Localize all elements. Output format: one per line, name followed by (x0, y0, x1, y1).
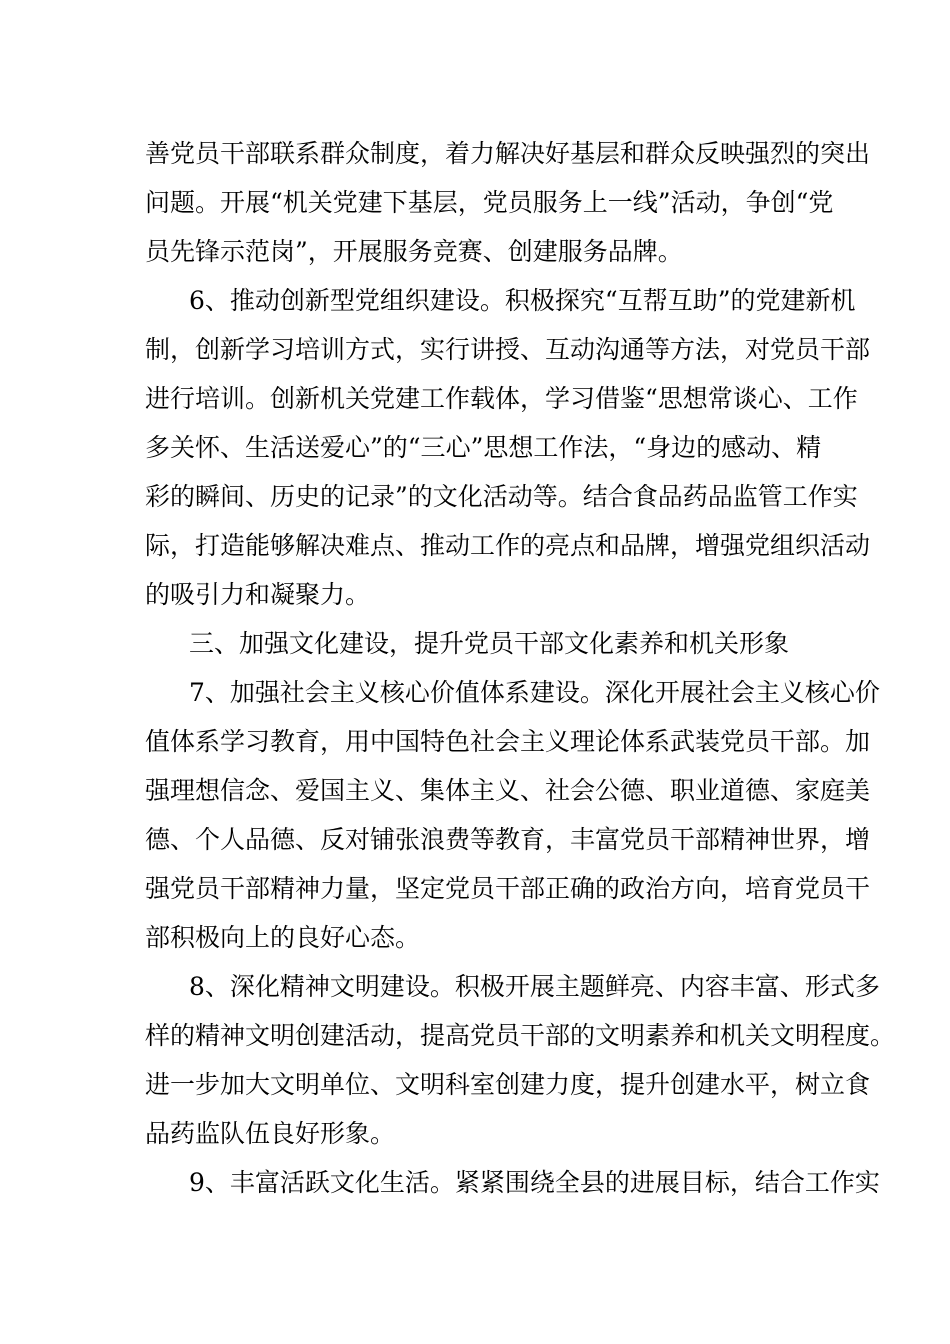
text-line: 9、丰富活跃文化生活。紧紧围绕全县的进展目标，结合工作实 (189, 1168, 880, 1197)
section-heading: 三、加强文化建设，提升党员干部文化素养和机关形象 (189, 629, 790, 658)
text-line: 进一步加大文明单位、文明科室创建力度，提升创建水平，树立食 (145, 1070, 871, 1099)
text-line: 7、加强社会主义核心价值体系建设。深化开展社会主义核心价 (189, 678, 880, 707)
text-line: 员先锋示范岗”，开展服务竞赛、创建服务品牌。 (145, 237, 683, 266)
text-line: 际，打造能够解决难点、推动工作的亮点和品牌，增强党组织活动 (145, 531, 871, 560)
text-line: 8、深化精神文明建设。积极开展主题鲜亮、内容丰富、形式多 (189, 972, 880, 1001)
text-line: 值体系学习教育，用中国特色社会主义理论体系武装党员干部。加 (145, 727, 871, 756)
text-line: 品药监队伍良好形象。 (145, 1119, 396, 1148)
text-line: 德、个人品德、反对铺张浪费等教育，丰富党员干部精神世界，增 (145, 825, 871, 854)
text-line: 6、推动创新型党组织建设。积极探究“互帮互助”的党建新机 (189, 286, 856, 315)
text-line: 制，创新学习培训方式，实行讲授、互动沟通等方法，对党员干部 (145, 335, 871, 364)
text-line: 多关怀、生活送爱心”的“三心”思想工作法，“身边的感动、精 (145, 433, 822, 462)
text-line: 强党员干部精神力量，坚定党员干部正确的政治方向，培育党员干 (145, 874, 871, 903)
text-line: 问题。开展“机关党建下基层，党员服务上一线”活动，争创“党 (145, 188, 834, 217)
text-line: 强理想信念、爱国主义、集体主义、社会公德、职业道德、家庭美 (145, 776, 871, 805)
text-line: 样的精神文明创建活动，提高党员干部的文明素养和机关文明程度。 (145, 1021, 896, 1050)
text-line: 进行培训。创新机关党建工作载体，学习借鉴“思想常谈心、工作 (145, 384, 858, 413)
text-line: 善党员干部联系群众制度，着力解决好基层和群众反映强烈的突出 (145, 139, 871, 168)
text-line: 部积极向上的良好心态。 (145, 923, 421, 952)
text-line: 彩的瞬间、历史的记录”的文化活动等。结合食品药品监管工作实 (145, 482, 858, 511)
text-line: 的吸引力和凝聚力。 (145, 580, 371, 609)
